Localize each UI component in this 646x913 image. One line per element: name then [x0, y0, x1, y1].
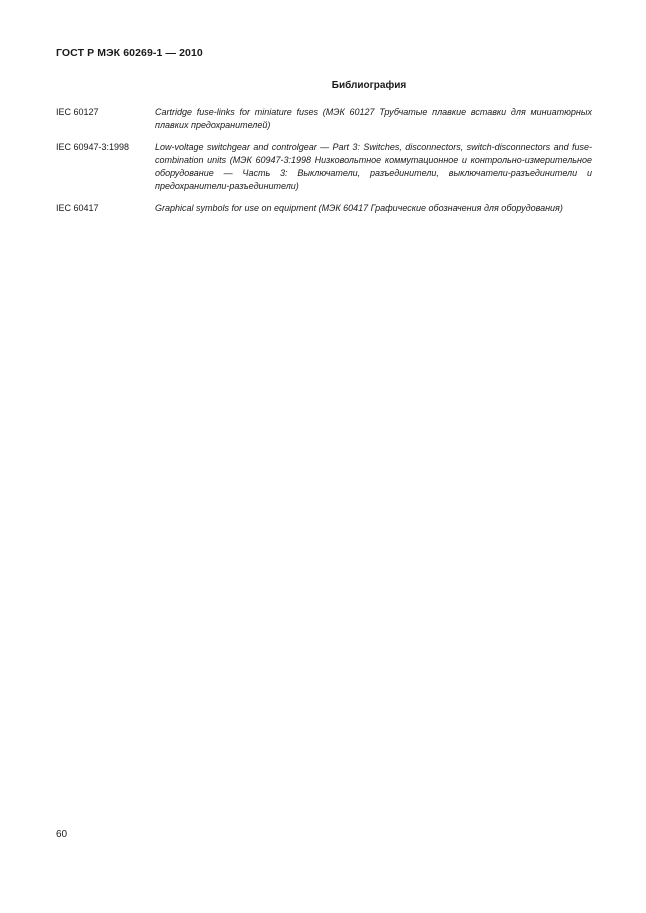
bibliography-entry [56, 141, 592, 193]
page-number: 60 [56, 829, 68, 840]
bibliography-list [56, 106, 592, 224]
entry-text: Low-voltage switchgear and controlgear — Part 3: Switches, disconnectors, switch-disconnectors and fuse-combination units (МЭК 60947-3:1998 Низковольтное коммутационное и контрольно-измерительное оборудование — Часть 3: Выключатели, разъединители, выключатели-разъединители и предохранители-разъединители) [155, 142, 592, 191]
entry-code: IEC 60947-3:1998 [56, 142, 130, 152]
entry-code: IEC 60417 [56, 203, 99, 213]
document-header: ГОСТ Р МЭК 60269-1 — 2010 [56, 47, 203, 59]
bibliography-entry [56, 106, 592, 132]
section-title: Библиография [331, 80, 407, 91]
bibliography-entry [56, 202, 592, 215]
entry-text: Cartridge fuse-links for miniature fuses (МЭК 60127 Трубчатые плавкие вставки для миниатюрных плавких предохранителей) [155, 107, 592, 130]
entry-text: Graphical symbols for use on equipment (МЭК 60417 Графические обозначения для оборудования) [155, 203, 563, 213]
entry-code: IEC 60127 [56, 107, 99, 117]
